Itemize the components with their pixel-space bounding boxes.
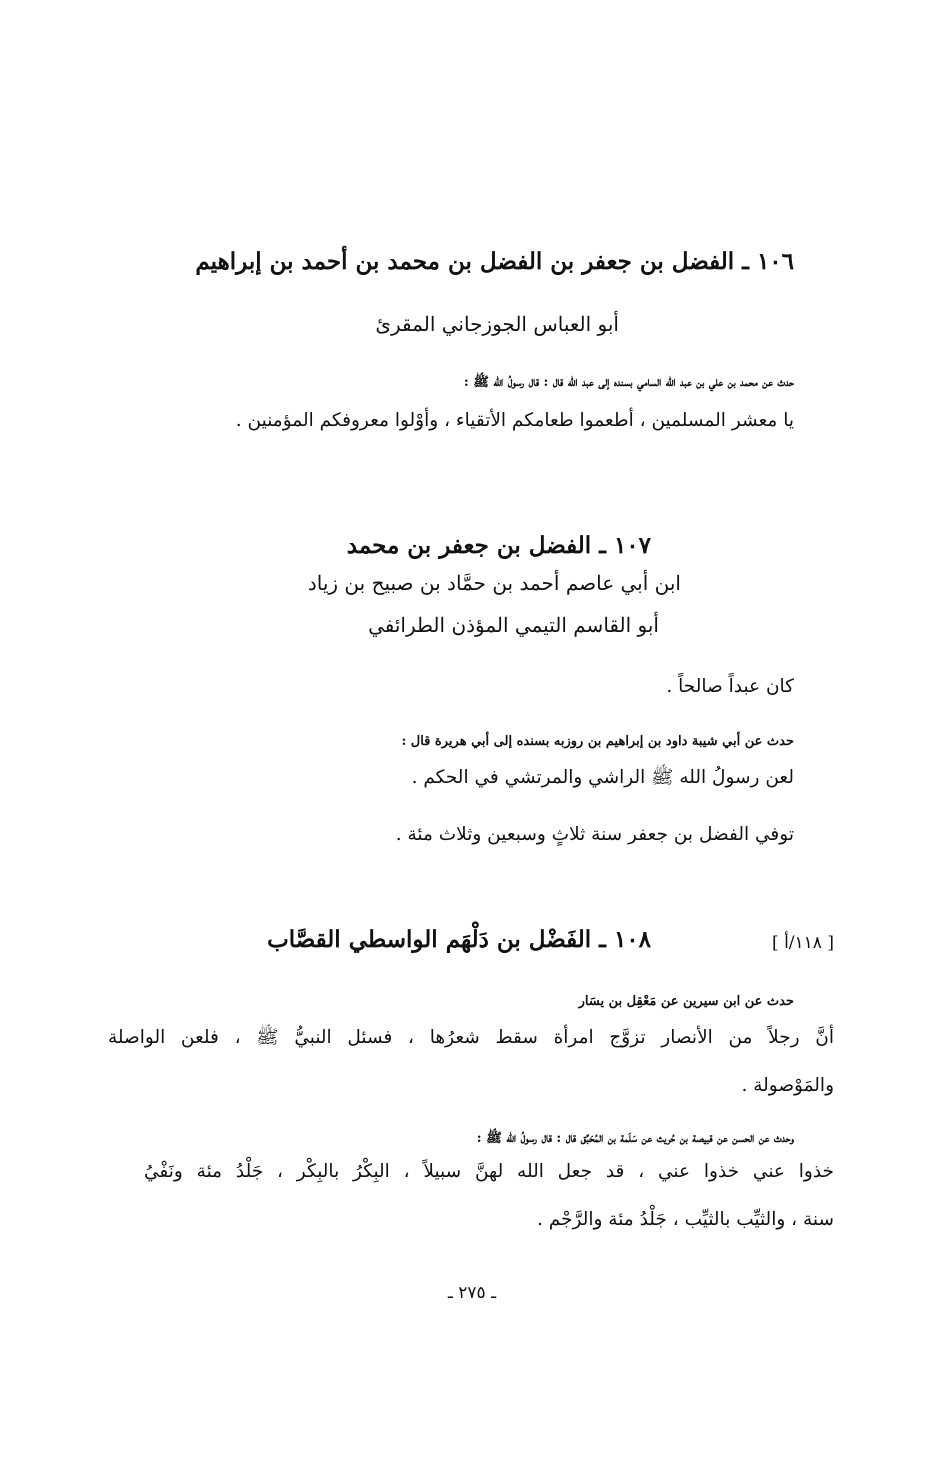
entry-106-isnad: حدث عن محمد بن علي بن عبد الله السامي بسنده إلى عبد الله قال : قال رسولُ الله ﷺ : bbox=[463, 375, 794, 390]
folio-reference: [ ١١٨/أ ] bbox=[772, 933, 834, 953]
entry-106-heading: ١٠٦ ـ الفضل بن جعفر بن الفضل بن محمد بن أحمد بن إبراهيم bbox=[195, 248, 794, 275]
entry-108-isnad-1: حدث عن ابن سيرين عن مَعْقِل بن يسَار bbox=[578, 994, 794, 1009]
entry-108-hadith-2-line-2: سنة ، والثيِّب بالثيِّب ، جَلْدُ مئة والرَّجْم . bbox=[536, 1209, 834, 1230]
entry-107-hadith: لعن رسولُ الله ﷺ الراشي والمرتشي في الحكم . bbox=[411, 767, 794, 788]
entry-108-isnad-2: وحدث عن الحسن عن قبيصة بن حُريث عن سَلَمة بن المُحَبِّق قال : قال رسولُ الله ﷺ : bbox=[476, 1131, 794, 1146]
entry-108-hadith-1-line-1: أنَّ رجلاً من الأنصار تزوَّج امرأة سقط شعرُها ، فسئل النبيُّ ﷺ ، فلعن الواصلة bbox=[108, 1027, 834, 1048]
entry-107-description: كان عبداً صالحاً . bbox=[666, 676, 794, 697]
entry-107-lineage-2: أبو القاسم التيمي المؤذن الطرائفي bbox=[368, 613, 659, 637]
entry-107-lineage-1: ابن أبي عاصم أحمد بن حمَّاد بن صبيح بن زياد bbox=[307, 571, 681, 595]
entry-107-death-note: توفي الفضل بن جعفر سنة ثلاثٍ وسبعين وثلاث مئة . bbox=[395, 824, 794, 845]
entry-106-hadith: يا معشر المسلمين ، أطعموا طعامكم الأتقياء ، وأوْلوا معروفكم المؤمنين . bbox=[235, 410, 794, 431]
entry-106-kunya: أبو العباس الجوزجاني المقرئ bbox=[375, 312, 619, 336]
entry-107-isnad: حدث عن أبي شيبة داود بن إبراهيم بن روزبه بسنده إلى أبي هريرة قال : bbox=[401, 734, 794, 749]
entry-108-hadith-1-line-2: والمَوْصولة . bbox=[741, 1075, 834, 1096]
entry-108-heading: ١٠٨ ـ الفَضْل بن دَلْهَم الواسطي القصَّاب bbox=[267, 926, 651, 953]
entry-108-hadith-2-line-1: خذوا عني خذوا عني ، قد جعل الله لهنَّ سبيلاً ، البِكْرُ بالبِكْر ، جَلْدُ مئة ونَفْيُ bbox=[144, 1161, 834, 1182]
page-number: ـ ٢٧٥ ـ bbox=[447, 1283, 497, 1303]
entry-107-heading: ١٠٧ ـ الفضل بن جعفر بن محمد bbox=[346, 532, 651, 559]
